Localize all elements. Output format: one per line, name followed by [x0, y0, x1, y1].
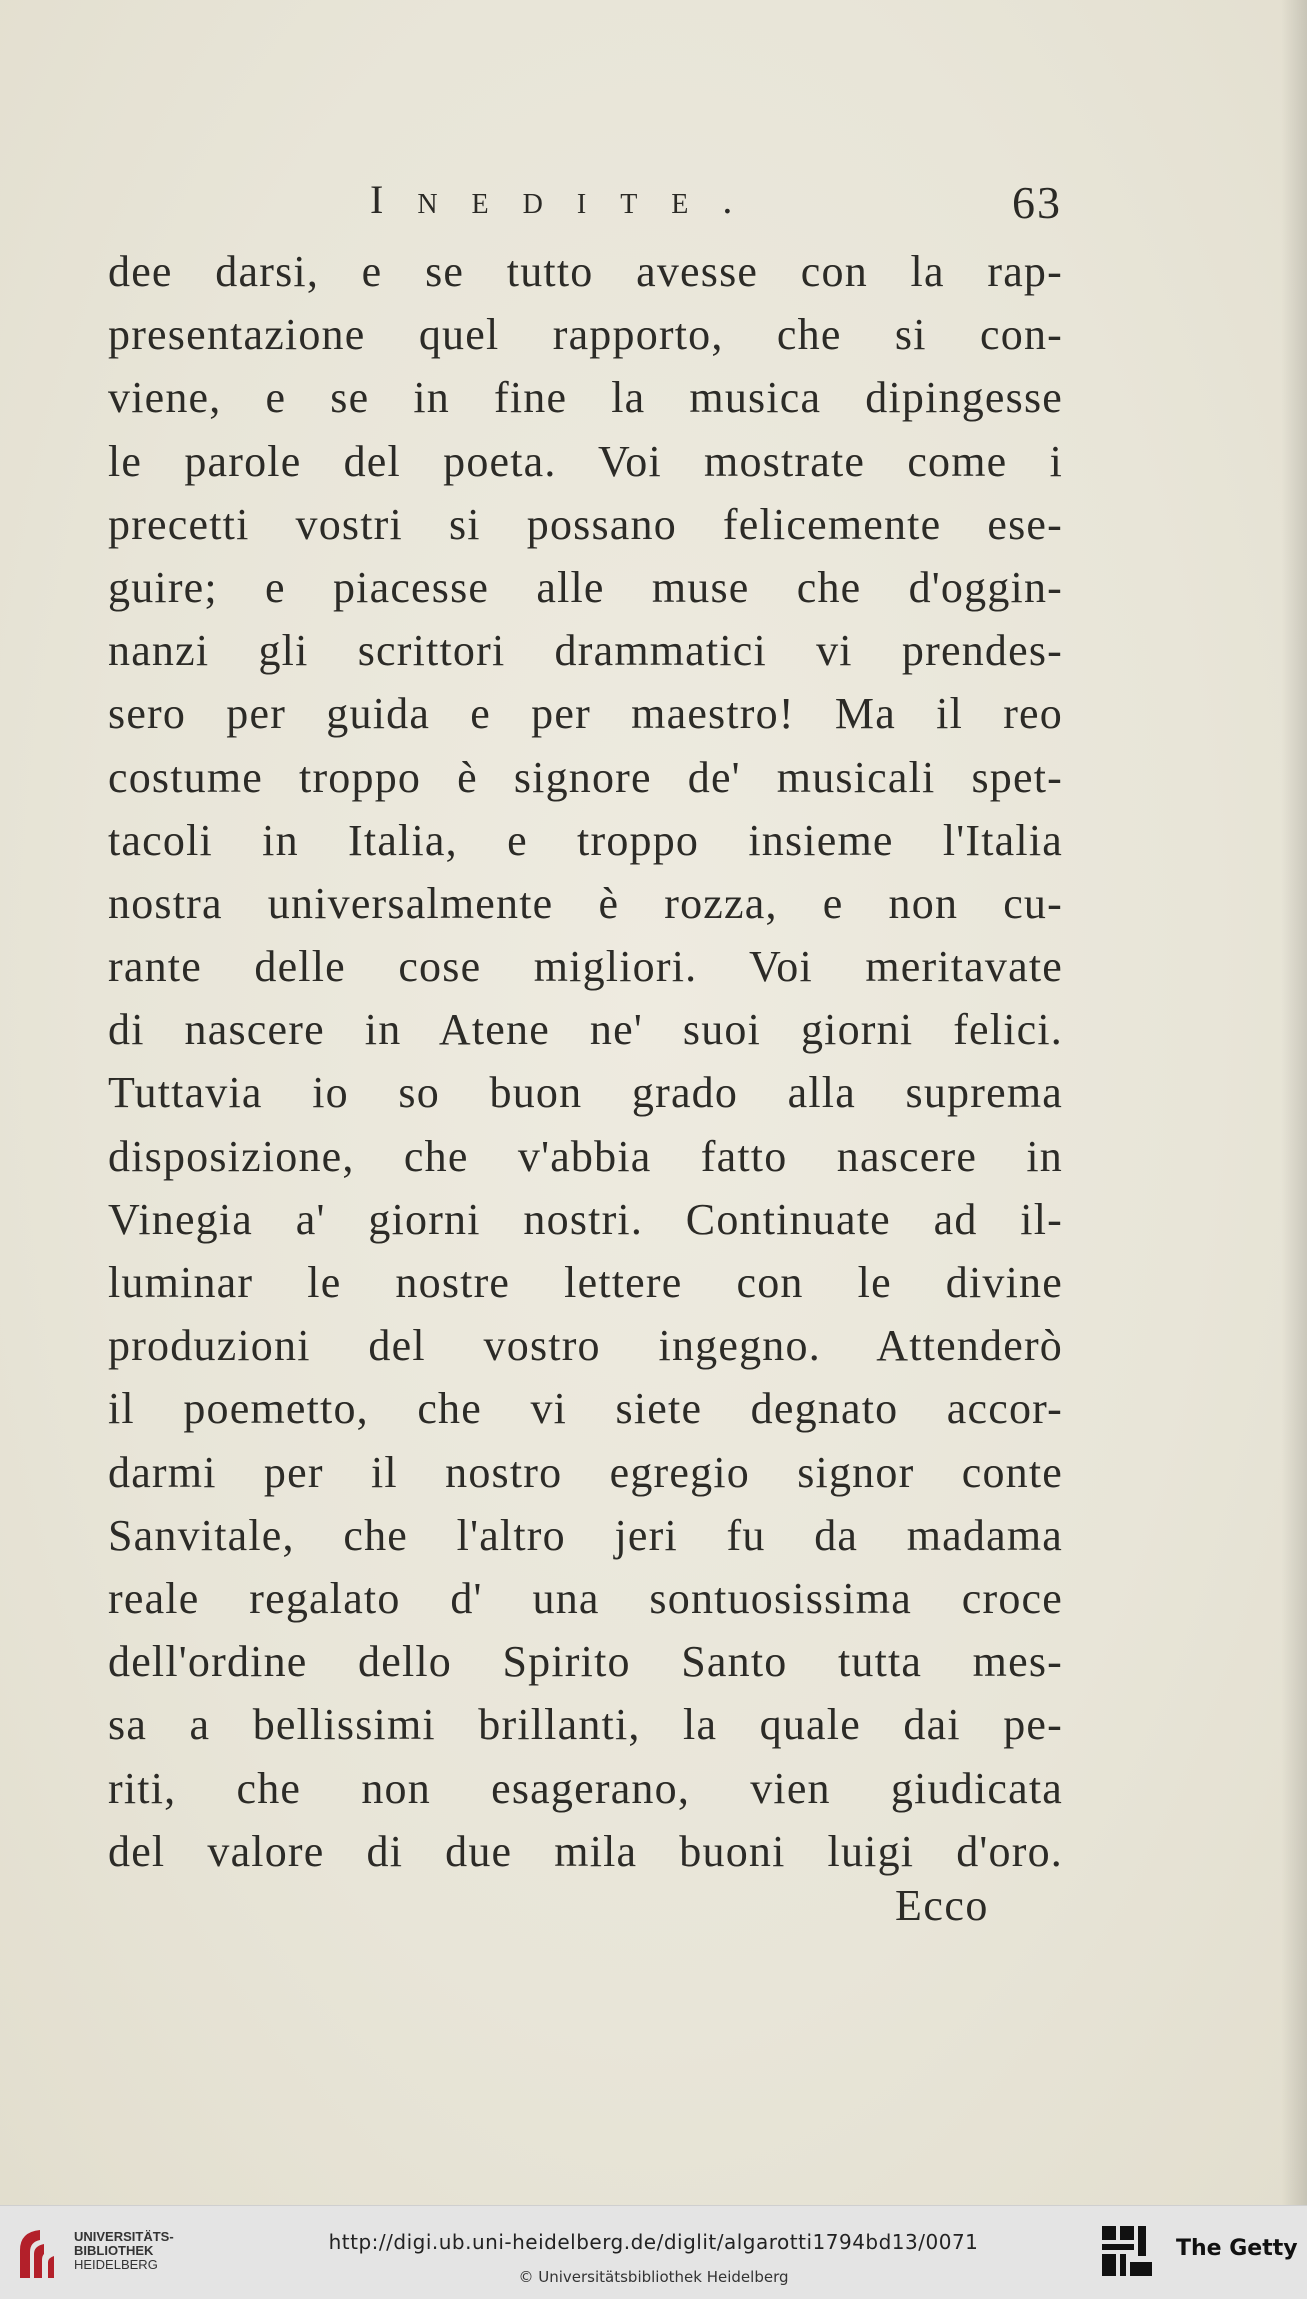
- body-text: [108, 240, 1063, 1883]
- page-gutter-shadow: [1281, 0, 1307, 2205]
- text-line: guire; e piacesse alle muse che d'oggin-: [108, 562, 1063, 612]
- text-line: dee darsi, e se tutto avesse con la rap-: [108, 247, 1063, 296]
- text-line: sero per guida e per maestro! Ma il reo: [108, 689, 1063, 739]
- catchword: Ecco: [895, 1881, 989, 1930]
- page-header: [108, 176, 1072, 236]
- text-line: di nascere in Atene ne' suoi giorni felici.: [108, 1005, 1063, 1055]
- text-line: presentazione quel rapporto, che si con-: [108, 310, 1063, 360]
- viewer-footer: [0, 2205, 1307, 2299]
- text-line: costume troppo è signore de' musicali spet-: [108, 752, 1063, 802]
- text-line: sa a bellissimi brillanti, la quale dai pe-: [108, 1700, 1063, 1750]
- page-number: 63: [1012, 177, 1062, 228]
- text-line: produzioni del vostro ingegno. Attenderò: [108, 1321, 1063, 1371]
- text-line: tacoli in Italia, e troppo insieme l'Italia: [108, 815, 1063, 865]
- text-line: rante delle cose migliori. Voi meritavate: [108, 942, 1063, 992]
- text-line: Sanvitale, che l'altro jeri fu da madama: [108, 1510, 1063, 1560]
- text-line: dell'ordine dello Spirito Santo tutta mes-: [108, 1637, 1063, 1687]
- text-line: disposizione, che v'abbia fatto nascere in: [108, 1131, 1063, 1181]
- library-name: UNIVERSITÄTS- BIBLIOTHEK HEIDELBERG: [74, 2229, 174, 2272]
- text-line: Vinegia a' giorni nostri. Continuate ad il-: [108, 1194, 1063, 1244]
- text-line: riti, che non esagerano, vien giudicata: [108, 1763, 1063, 1813]
- text-line: reale regalato d' una sontuosissima croce: [108, 1573, 1063, 1623]
- text-line: darmi per il nostro egregio signor conte: [108, 1447, 1063, 1497]
- text-line: il poemetto, che vi siete degnato accor-: [108, 1384, 1063, 1434]
- copyright-notice: © Universitätsbibliothek Heidelberg: [518, 2268, 789, 2286]
- text-line: le parole del poeta. Voi mostrate come i: [108, 436, 1063, 486]
- text-line: del valore di due mila buoni luigi d'oro.: [108, 1826, 1063, 1876]
- text-line: luminar le nostre lettere con le divine: [108, 1258, 1063, 1307]
- partner-name: The Getty: [1176, 2236, 1298, 2261]
- running-head: Inedite.: [370, 177, 767, 222]
- permalink-url[interactable]: http://digi.ub.uni-heidelberg.de/diglit/algarotti1794bd13/0071: [328, 2230, 979, 2254]
- text-line: Tuttavia io so buon grado alla suprema: [108, 1068, 1063, 1118]
- text-line: precetti vostri si possano felicemente ese-: [108, 499, 1063, 549]
- text-line: nostra universalmente è rozza, e non cu-: [108, 878, 1063, 928]
- text-line: nanzi gli scrittori drammatici vi prendes-: [108, 626, 1063, 676]
- getty-logo-icon[interactable]: [1098, 2222, 1158, 2282]
- text-line: viene, e se in fine la musica dipingesse: [108, 373, 1063, 423]
